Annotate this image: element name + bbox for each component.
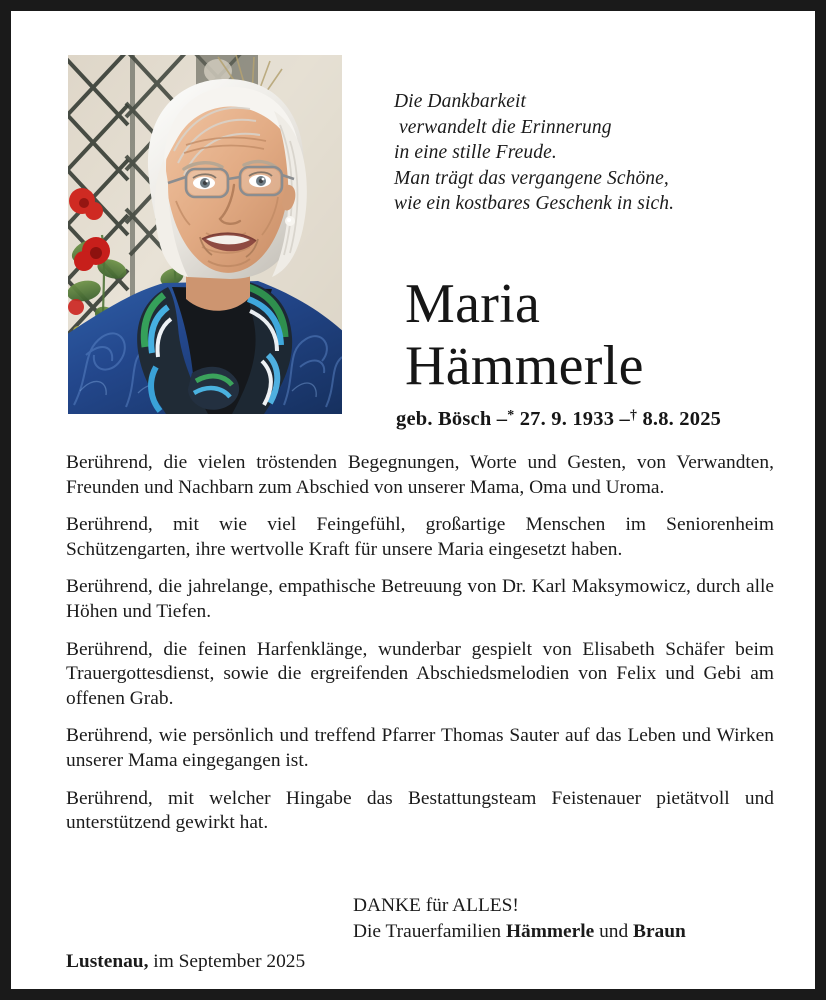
maiden-prefix: geb. xyxy=(396,407,433,430)
death-cross-symbol: † xyxy=(629,408,638,423)
poem-line: wie ein kostbares Geschenk in sich. xyxy=(394,193,675,214)
obituary-paragraph: Berührend, die jahrelange, empathische Betreuung von Dr. Karl Maksymowicz, durch alle Höhen und Tiefen. xyxy=(66,576,774,622)
closing-block xyxy=(353,893,783,945)
portrait-photo-illustration xyxy=(68,55,342,414)
notice-inner xyxy=(11,11,815,989)
mourning-families-line xyxy=(353,919,783,945)
notice-date: im September 2025 xyxy=(148,951,306,972)
birth-death-dates xyxy=(394,404,794,431)
families-conjunction: und xyxy=(594,921,634,942)
place-and-date-line xyxy=(66,949,305,975)
obituary-paragraph: Berührend, mit wie viel Feingefühl, großartige Menschen im Seniorenheim Schützengarten, ihre wertvolle Kraft für unsere Maria eingesetzt haben. xyxy=(66,514,774,560)
obituary-paragraph: Berührend, wie persönlich und treffend Pfarrer Thomas Sauter auf das Leben und Wirken unserer Mama eingegangen ist. xyxy=(66,725,774,771)
portrait-photo xyxy=(68,55,342,414)
deceased-name-block xyxy=(394,273,794,431)
poem-line: Die Dankbarkeit xyxy=(394,91,527,112)
obituary-paragraph: Berührend, die feinen Harfenklänge, wunderbar gespielt von Elisabeth Schäfer beim Trauergottesdienst, sowie die ergreifenden Abschiedsmelodien von Felix und Gebi am offenen Grab. xyxy=(66,638,774,709)
poem-line: Man trägt das vergangene Schöne, xyxy=(394,167,669,189)
family-name-one: Hämmerle xyxy=(505,921,595,942)
deceased-last-name: Hämmerle xyxy=(405,335,644,397)
family-name-two: Braun xyxy=(633,921,686,942)
poem-line: verwandelt die Erinnerung xyxy=(394,116,612,138)
deceased-first-name: Maria xyxy=(405,273,541,335)
obituary-body xyxy=(66,451,774,836)
birth-date: 27. 9. 1933 xyxy=(519,407,615,430)
memorial-poem xyxy=(394,89,794,217)
poem-line: in eine stille Freude. xyxy=(394,142,557,163)
birth-star-symbol: * xyxy=(507,408,515,423)
death-date: 8.8. 2025 xyxy=(642,407,722,430)
families-prefix: Die Trauerfamilien xyxy=(353,921,506,942)
date-separator-death: – xyxy=(619,407,630,430)
date-separator-birth: – xyxy=(496,407,508,430)
obituary-paragraph: Berührend, die vielen tröstenden Begegnungen, Worte und Gesten, von Verwandten, Freunden und Nachbarn zum Abschied von unserer Mama, Oma und Uroma. xyxy=(66,452,774,498)
obituary-paragraph: Berührend, mit welcher Hingabe das Bestattungsteam Feistenauer pietätvoll und unterstützend gewirkt hat. xyxy=(66,787,774,834)
thanks-line: DANKE für ALLES! xyxy=(353,895,519,916)
place-name: Lustenau, xyxy=(66,951,149,972)
maiden-name: Bösch xyxy=(438,407,492,430)
